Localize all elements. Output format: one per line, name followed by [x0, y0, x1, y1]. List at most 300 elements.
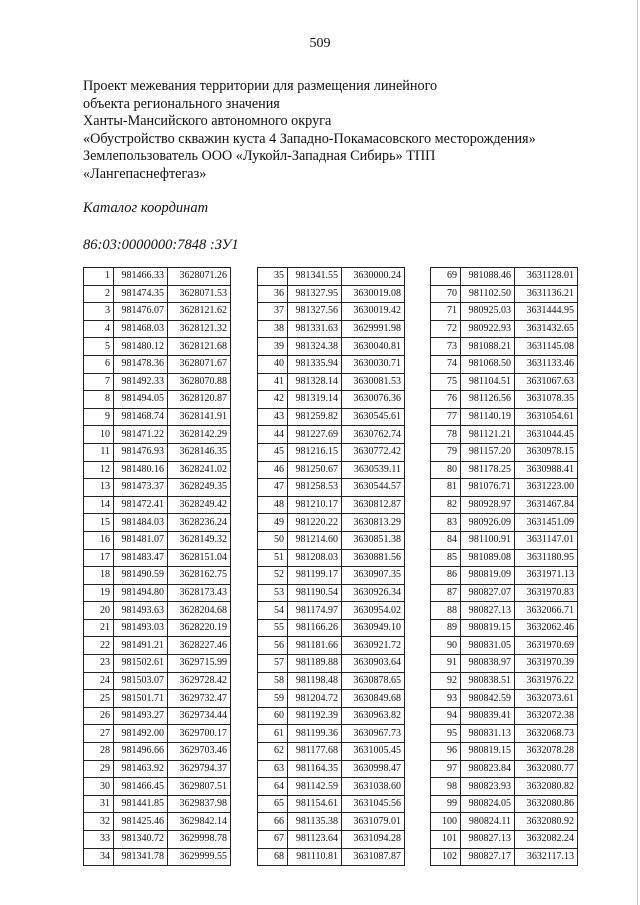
point-number: 74 [431, 355, 461, 373]
x-coordinate: 981181.66 [288, 637, 342, 655]
point-number: 56 [258, 637, 288, 655]
table-row [431, 813, 578, 831]
table-row [258, 848, 405, 866]
table-row [84, 338, 231, 356]
point-number: 101 [431, 831, 461, 849]
x-coordinate: 981471.22 [114, 426, 168, 444]
point-number: 77 [431, 408, 461, 426]
point-number: 25 [84, 690, 114, 708]
y-coordinate: 3628241.02 [168, 461, 231, 479]
y-coordinate: 3628142.29 [168, 426, 231, 444]
point-number: 98 [431, 778, 461, 796]
x-coordinate: 981154.61 [288, 795, 342, 813]
table-row [258, 619, 405, 637]
y-coordinate: 3630000.24 [342, 268, 405, 286]
x-coordinate: 981481.07 [114, 531, 168, 549]
point-number: 61 [258, 725, 288, 743]
y-coordinate: 3628204.68 [168, 602, 231, 620]
table-row [431, 408, 578, 426]
point-number: 21 [84, 619, 114, 637]
point-number: 50 [258, 531, 288, 549]
y-coordinate: 3629998.78 [168, 831, 231, 849]
table-row [431, 268, 578, 286]
x-coordinate: 981425.46 [114, 813, 168, 831]
point-number: 32 [84, 813, 114, 831]
point-number: 17 [84, 549, 114, 567]
y-coordinate: 3631054.61 [515, 408, 578, 426]
point-number: 39 [258, 338, 288, 356]
y-coordinate: 3631145.08 [515, 338, 578, 356]
table-row [431, 531, 578, 549]
x-coordinate: 981493.27 [114, 707, 168, 725]
table-row [431, 443, 578, 461]
page-number: 509 [309, 36, 331, 51]
x-coordinate: 980842.59 [461, 690, 515, 708]
x-coordinate: 981100.91 [461, 531, 515, 549]
table-row [84, 567, 231, 585]
x-coordinate: 981476.07 [114, 303, 168, 321]
table-row [258, 461, 405, 479]
point-number: 71 [431, 303, 461, 321]
table-row [84, 672, 231, 690]
point-number: 78 [431, 426, 461, 444]
x-coordinate: 981068.50 [461, 355, 515, 373]
x-coordinate: 981088.21 [461, 338, 515, 356]
x-coordinate: 981466.45 [114, 778, 168, 796]
table-row [84, 373, 231, 391]
plot-id: 86:03:0000000:7848 :ЗУ1 [83, 237, 239, 253]
y-coordinate: 3632066.71 [515, 602, 578, 620]
y-coordinate: 3630813.29 [342, 514, 405, 532]
table-row [84, 549, 231, 567]
table-row [84, 813, 231, 831]
x-coordinate: 981104.51 [461, 373, 515, 391]
y-coordinate: 3628151.04 [168, 549, 231, 567]
y-coordinate: 3629807.51 [168, 778, 231, 796]
x-coordinate: 981484.03 [114, 514, 168, 532]
x-coordinate: 981199.36 [288, 725, 342, 743]
point-number: 68 [258, 848, 288, 866]
y-coordinate: 3628071.53 [168, 285, 231, 303]
x-coordinate: 980827.17 [461, 848, 515, 866]
point-number: 15 [84, 514, 114, 532]
point-number: 70 [431, 285, 461, 303]
table-row [258, 531, 405, 549]
table-row [431, 602, 578, 620]
point-number: 46 [258, 461, 288, 479]
x-coordinate: 981331.63 [288, 320, 342, 338]
x-coordinate: 981135.38 [288, 813, 342, 831]
point-number: 53 [258, 584, 288, 602]
point-number: 3 [84, 303, 114, 321]
point-number: 24 [84, 672, 114, 690]
y-coordinate: 3629837.98 [168, 795, 231, 813]
table-row [431, 707, 578, 725]
y-coordinate: 3630772.42 [342, 443, 405, 461]
y-coordinate: 3631128.01 [515, 268, 578, 286]
y-coordinate: 3630539.11 [342, 461, 405, 479]
y-coordinate: 3629842.14 [168, 813, 231, 831]
coordinates-table-3 [430, 267, 578, 866]
y-coordinate: 3630954.02 [342, 602, 405, 620]
table-row [431, 373, 578, 391]
x-coordinate: 981492.33 [114, 373, 168, 391]
x-coordinate: 981328.14 [288, 373, 342, 391]
y-coordinate: 3630926.34 [342, 584, 405, 602]
table-row [431, 461, 578, 479]
table-row [258, 725, 405, 743]
x-coordinate: 980831.13 [461, 725, 515, 743]
table-row [258, 496, 405, 514]
table-row [84, 795, 231, 813]
table-row [431, 672, 578, 690]
x-coordinate: 980922.93 [461, 320, 515, 338]
table-row [258, 355, 405, 373]
x-coordinate: 981227.69 [288, 426, 342, 444]
point-number: 8 [84, 391, 114, 409]
table-row [431, 778, 578, 796]
x-coordinate: 981110.81 [288, 848, 342, 866]
point-number: 36 [258, 285, 288, 303]
table-row [84, 690, 231, 708]
y-coordinate: 3630076.36 [342, 391, 405, 409]
point-number: 82 [431, 496, 461, 514]
y-coordinate: 3628141.91 [168, 408, 231, 426]
table-row [84, 285, 231, 303]
y-coordinate: 3631133.46 [515, 355, 578, 373]
table-row [431, 725, 578, 743]
table-row [84, 408, 231, 426]
table-row [84, 479, 231, 497]
y-coordinate: 3632080.86 [515, 795, 578, 813]
table-row [431, 479, 578, 497]
point-number: 76 [431, 391, 461, 409]
point-number: 83 [431, 514, 461, 532]
point-number: 95 [431, 725, 461, 743]
table-row [258, 320, 405, 338]
x-coordinate: 981204.72 [288, 690, 342, 708]
x-coordinate: 981102.50 [461, 285, 515, 303]
x-coordinate: 980838.51 [461, 672, 515, 690]
x-coordinate: 981468.74 [114, 408, 168, 426]
x-coordinate: 981496.66 [114, 743, 168, 761]
table-row [431, 619, 578, 637]
table-row [258, 479, 405, 497]
table-row [258, 549, 405, 567]
header-line: Ханты-Мансийского автономного округа [83, 113, 332, 130]
point-number: 18 [84, 567, 114, 585]
point-number: 1 [84, 268, 114, 286]
y-coordinate: 3628236.24 [168, 514, 231, 532]
y-coordinate: 3631976.22 [515, 672, 578, 690]
x-coordinate: 981319.14 [288, 391, 342, 409]
y-coordinate: 3630040.81 [342, 338, 405, 356]
point-number: 10 [84, 426, 114, 444]
x-coordinate: 981476.93 [114, 443, 168, 461]
x-coordinate: 981250.67 [288, 461, 342, 479]
table-row [431, 303, 578, 321]
point-number: 35 [258, 268, 288, 286]
point-number: 91 [431, 655, 461, 673]
point-number: 65 [258, 795, 288, 813]
point-number: 42 [258, 391, 288, 409]
x-coordinate: 980827.07 [461, 584, 515, 602]
y-coordinate: 3630019.08 [342, 285, 405, 303]
point-number: 7 [84, 373, 114, 391]
x-coordinate: 981472.41 [114, 496, 168, 514]
table-row [258, 426, 405, 444]
table-row [258, 778, 405, 796]
document-header [83, 78, 603, 184]
point-number: 34 [84, 848, 114, 866]
x-coordinate: 981198.48 [288, 672, 342, 690]
y-coordinate: 3631045.56 [342, 795, 405, 813]
point-number: 72 [431, 320, 461, 338]
x-coordinate: 981121.21 [461, 426, 515, 444]
table-row [258, 268, 405, 286]
point-number: 62 [258, 743, 288, 761]
x-coordinate: 981480.16 [114, 461, 168, 479]
point-number: 29 [84, 760, 114, 778]
point-number: 9 [84, 408, 114, 426]
point-number: 2 [84, 285, 114, 303]
y-coordinate: 3631087.87 [342, 848, 405, 866]
point-number: 44 [258, 426, 288, 444]
y-coordinate: 3630963.82 [342, 707, 405, 725]
x-coordinate: 981502.61 [114, 655, 168, 673]
x-coordinate: 981494.05 [114, 391, 168, 409]
point-number: 69 [431, 268, 461, 286]
x-coordinate: 981494.80 [114, 584, 168, 602]
y-coordinate: 3630849.68 [342, 690, 405, 708]
y-coordinate: 3629728.42 [168, 672, 231, 690]
point-number: 88 [431, 602, 461, 620]
y-coordinate: 3631078.35 [515, 391, 578, 409]
point-number: 90 [431, 637, 461, 655]
point-number: 40 [258, 355, 288, 373]
point-number: 6 [84, 355, 114, 373]
point-number: 49 [258, 514, 288, 532]
table-row [431, 391, 578, 409]
x-coordinate: 981483.47 [114, 549, 168, 567]
x-coordinate: 980827.13 [461, 602, 515, 620]
x-coordinate: 981088.46 [461, 268, 515, 286]
point-number: 79 [431, 443, 461, 461]
y-coordinate: 3630545.61 [342, 408, 405, 426]
x-coordinate: 981463.92 [114, 760, 168, 778]
y-coordinate: 3629703.46 [168, 743, 231, 761]
x-coordinate: 980824.11 [461, 813, 515, 831]
table-row [258, 655, 405, 673]
table-row [258, 795, 405, 813]
table-row [431, 514, 578, 532]
table-row [431, 637, 578, 655]
table-row [84, 391, 231, 409]
y-coordinate: 3631180.95 [515, 549, 578, 567]
point-number: 27 [84, 725, 114, 743]
x-coordinate: 981157.20 [461, 443, 515, 461]
table-row [84, 848, 231, 866]
point-number: 85 [431, 549, 461, 567]
x-coordinate: 981208.03 [288, 549, 342, 567]
y-coordinate: 3632082.24 [515, 831, 578, 849]
catalog-title: Каталог координат [83, 200, 209, 216]
point-number: 45 [258, 443, 288, 461]
table-row [258, 813, 405, 831]
table-row [84, 778, 231, 796]
y-coordinate: 3631005.45 [342, 743, 405, 761]
x-coordinate: 981190.54 [288, 584, 342, 602]
y-coordinate: 3628121.68 [168, 338, 231, 356]
header-line: Проект межевания территории для размещения линейного [83, 78, 438, 94]
y-coordinate: 3630903.64 [342, 655, 405, 673]
table-row [84, 743, 231, 761]
table-row [258, 672, 405, 690]
point-number: 94 [431, 707, 461, 725]
y-coordinate: 3631079.01 [342, 813, 405, 831]
table-row [258, 443, 405, 461]
x-coordinate: 980926.09 [461, 514, 515, 532]
header-line: «Обустройство скважин куста 4 Западно-Покамасовского месторождения» [83, 130, 536, 147]
y-coordinate: 3629715.99 [168, 655, 231, 673]
point-number: 22 [84, 637, 114, 655]
y-coordinate: 3629732.47 [168, 690, 231, 708]
table-row [84, 514, 231, 532]
y-coordinate: 3631432.65 [515, 320, 578, 338]
x-coordinate: 981216.15 [288, 443, 342, 461]
x-coordinate: 981340.72 [114, 831, 168, 849]
table-row [431, 760, 578, 778]
x-coordinate: 981076.71 [461, 479, 515, 497]
y-coordinate: 3630998.47 [342, 760, 405, 778]
y-coordinate: 3628071.26 [168, 268, 231, 286]
x-coordinate: 981492.00 [114, 725, 168, 743]
y-coordinate: 3632080.92 [515, 813, 578, 831]
table-row [84, 320, 231, 338]
table-row [258, 637, 405, 655]
table-row [258, 743, 405, 761]
y-coordinate: 3628121.32 [168, 320, 231, 338]
table-row [84, 602, 231, 620]
x-coordinate: 981480.12 [114, 338, 168, 356]
point-number: 52 [258, 567, 288, 585]
y-coordinate: 3632073.61 [515, 690, 578, 708]
y-coordinate: 3630978.15 [515, 443, 578, 461]
table-row [431, 338, 578, 356]
x-coordinate: 981501.71 [114, 690, 168, 708]
point-number: 81 [431, 479, 461, 497]
y-coordinate: 3631970.39 [515, 655, 578, 673]
x-coordinate: 981089.08 [461, 549, 515, 567]
table-row [84, 725, 231, 743]
table-row [84, 531, 231, 549]
y-coordinate: 3628249.42 [168, 496, 231, 514]
table-row [258, 690, 405, 708]
table-row [258, 602, 405, 620]
x-coordinate: 980819.09 [461, 567, 515, 585]
y-coordinate: 3631444.95 [515, 303, 578, 321]
x-coordinate: 981214.60 [288, 531, 342, 549]
y-coordinate: 3630812.87 [342, 496, 405, 514]
y-coordinate: 3628227.46 [168, 637, 231, 655]
table-row [258, 584, 405, 602]
point-number: 28 [84, 743, 114, 761]
point-number: 99 [431, 795, 461, 813]
y-coordinate: 3630851.38 [342, 531, 405, 549]
point-number: 55 [258, 619, 288, 637]
table-row [84, 443, 231, 461]
point-number: 93 [431, 690, 461, 708]
table-row [84, 496, 231, 514]
table-row [258, 567, 405, 585]
point-number: 33 [84, 831, 114, 849]
coordinates-table-2 [257, 267, 405, 866]
table-row [431, 496, 578, 514]
x-coordinate: 981126.56 [461, 391, 515, 409]
x-coordinate: 981335.94 [288, 355, 342, 373]
table-row [431, 831, 578, 849]
y-coordinate: 3631044.45 [515, 426, 578, 444]
x-coordinate: 981491.21 [114, 637, 168, 655]
point-number: 102 [431, 848, 461, 866]
x-coordinate: 981258.53 [288, 479, 342, 497]
y-coordinate: 3628121.62 [168, 303, 231, 321]
table-row [431, 549, 578, 567]
y-coordinate: 3630762.74 [342, 426, 405, 444]
y-coordinate: 3631223.00 [515, 479, 578, 497]
point-number: 54 [258, 602, 288, 620]
x-coordinate: 981490.59 [114, 567, 168, 585]
table-row [84, 268, 231, 286]
point-number: 23 [84, 655, 114, 673]
y-coordinate: 3630881.56 [342, 549, 405, 567]
y-coordinate: 3630081.53 [342, 373, 405, 391]
y-coordinate: 3632068.73 [515, 725, 578, 743]
y-coordinate: 3630988.41 [515, 461, 578, 479]
y-coordinate: 3628071.67 [168, 355, 231, 373]
point-number: 59 [258, 690, 288, 708]
point-number: 86 [431, 567, 461, 585]
point-number: 48 [258, 496, 288, 514]
y-coordinate: 3630949.10 [342, 619, 405, 637]
x-coordinate: 981142.59 [288, 778, 342, 796]
table-row [84, 637, 231, 655]
x-coordinate: 981473.37 [114, 479, 168, 497]
x-coordinate: 981327.56 [288, 303, 342, 321]
point-number: 37 [258, 303, 288, 321]
point-number: 84 [431, 531, 461, 549]
x-coordinate: 981341.55 [288, 268, 342, 286]
y-coordinate: 3629991.98 [342, 320, 405, 338]
y-coordinate: 3632117.13 [515, 848, 578, 866]
table-row [84, 760, 231, 778]
x-coordinate: 981192.39 [288, 707, 342, 725]
y-coordinate: 3632080.82 [515, 778, 578, 796]
table-row [258, 514, 405, 532]
y-coordinate: 3629999.55 [168, 848, 231, 866]
point-number: 5 [84, 338, 114, 356]
y-coordinate: 3631136.21 [515, 285, 578, 303]
y-coordinate: 3631147.01 [515, 531, 578, 549]
point-number: 63 [258, 760, 288, 778]
x-coordinate: 980839.41 [461, 707, 515, 725]
table-row [258, 760, 405, 778]
table-row [258, 285, 405, 303]
x-coordinate: 981478.36 [114, 355, 168, 373]
table-row [431, 567, 578, 585]
point-number: 73 [431, 338, 461, 356]
y-coordinate: 3631038.60 [342, 778, 405, 796]
